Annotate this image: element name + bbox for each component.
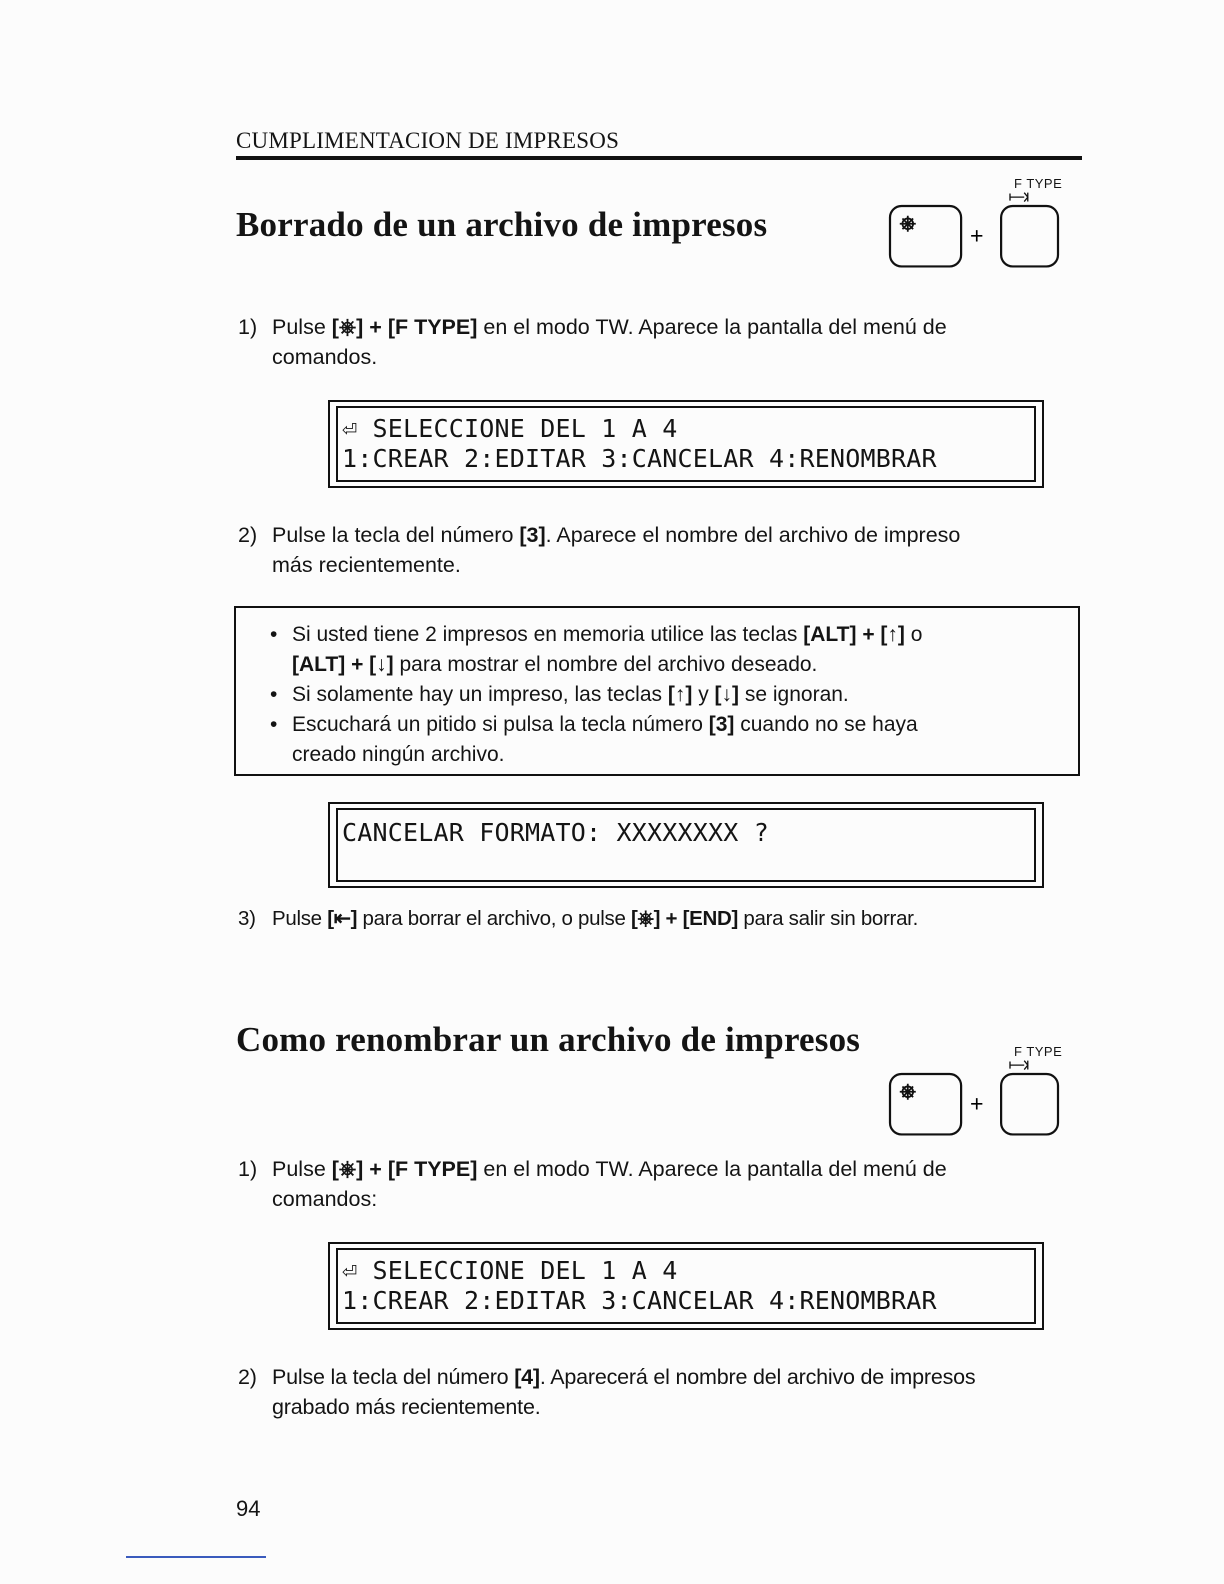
step-3: 3) Pulse [⇤] para borrar el archivo, o pulse [⎈] + [END] para salir sin borrar. (238, 907, 918, 930)
section-title-renombrar: Como renombrar un archivo de impresos (236, 1020, 861, 1059)
code-key: [⎈] (331, 315, 364, 339)
code-plus-ftype-keys-icon (870, 1058, 1070, 1138)
step-text: Pulse [⎈] + [F TYPE] en el modo TW. Aparece la pantalla del menú de comandos. (272, 315, 947, 369)
code-key: [⎈] (331, 1157, 364, 1181)
lcd-display-menu (328, 1242, 1044, 1330)
step-2: 2) Pulse la tecla del número [3]. Aparece el nombre del archivo de impreso más recientemente. (238, 523, 961, 577)
lcd-line-1: ⏎ SELECCIONE DEL 1 A 4 (342, 414, 678, 443)
end-key: [END] (682, 907, 739, 930)
number-3-key: [3] (519, 523, 546, 547)
code-key: [⎈] (630, 907, 661, 930)
svg-text:+: + (970, 222, 984, 249)
page-number: 94 (236, 1496, 261, 1521)
svg-text:+: + (970, 1090, 984, 1117)
section-title-borrado: Borrado de un archivo de impresos (236, 205, 768, 244)
footer-rule (126, 1556, 266, 1558)
lcd-line-2: 1:CREAR 2:EDITAR 3:CANCELAR 4:RENOMBRAR (342, 1286, 937, 1315)
note-item: • Escuchará un pitido si pulsa la tecla número [3] cuando no se haya creado ningún archivo. (270, 710, 1068, 770)
step-number: 1) (238, 315, 258, 339)
ftype-key: [F TYPE] (387, 1157, 478, 1181)
lcd-line-1: CANCELAR FORMATO: XXXXXXXX ? (342, 818, 770, 847)
lcd-line-1: ⏎ SELECCIONE DEL 1 A 4 (342, 1256, 678, 1285)
lcd-line-2: 1:CREAR 2:EDITAR 3:CANCELAR 4:RENOMBRAR (342, 444, 937, 473)
lcd-display-cancel (328, 802, 1044, 888)
step-1 (238, 312, 1084, 372)
number-4-key: [4] (514, 1365, 540, 1389)
note-item: • Si solamente hay un impreso, las teclas [↑] y [↓] se ignoran. (270, 680, 1068, 710)
running-header: CUMPLIMENTACION DE IMPRESOS (236, 128, 1082, 160)
ftype-key: [F TYPE] (387, 315, 478, 339)
ftype-key-label: F TYPE (1014, 1044, 1063, 1059)
note-item: • Si usted tiene 2 impresos en memoria utilice las teclas [ALT] + [↑] o [ALT] + [↓] para mostrar el nombre del archivo deseado. (270, 620, 1068, 680)
notes-box (234, 606, 1080, 776)
ftype-key-label: F TYPE (1014, 176, 1063, 191)
code-plus-ftype-keys-icon (870, 190, 1070, 270)
step-1: 1) Pulse [⎈] + [F TYPE] en el modo TW. Aparece la pantalla del menú de comandos: (238, 1157, 947, 1211)
return-key: [⇤] (327, 907, 358, 930)
lcd-display-menu (328, 400, 1044, 488)
step-2: 2) Pulse la tecla del número [4]. Aparecerá el nombre del archivo de impresos grabado más recientemente. (238, 1365, 976, 1419)
